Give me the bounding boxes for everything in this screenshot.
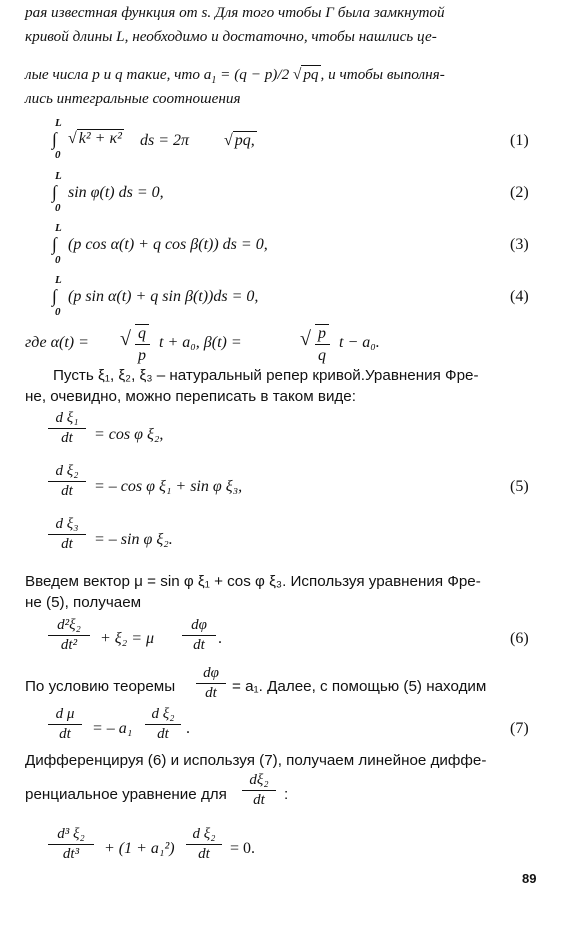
intro-line-1: рая известная функция от s. Для того чтобы Γ была замкнутой — [25, 4, 445, 21]
eq8-fraction-left: d³ ξ₂ dt³ — [48, 826, 94, 863]
eq6-middle: + ξ₂ = μ — [100, 630, 155, 647]
eq8-end: = 0. — [230, 840, 256, 857]
para-4-line-1: Дифференцируя (6) и используя (7), получаем линейное диффе- — [25, 752, 487, 769]
equation-number-4: (4) — [510, 288, 529, 305]
intro-line-2: кривой длины L, необходимо и достаточно, чтобы нашлись це- — [25, 28, 437, 45]
equation-number-6: (6) — [510, 630, 529, 647]
equation-number-7: (7) — [510, 720, 529, 737]
alpha-beta-definition: где α(t) = √ q p t + a₀, β(t) = √ p q t − a₀. — [25, 325, 380, 364]
frenet-3-fraction: d ξ₃ dt — [48, 516, 86, 553]
equation-number-3: (3) — [510, 236, 529, 253]
equation-number-5: (5) — [510, 478, 529, 495]
frenet-1-fraction: d ξ₁ dt — [48, 410, 86, 447]
eq8-fraction-right: d ξ₂ dt — [186, 826, 222, 863]
eq7-end: . — [186, 720, 190, 737]
intro-line-3: лые числа p и q такие, что $a_1 = (q - p)/2$ √ pq , и чтобы выполня- — [25, 66, 445, 87]
eq6-fraction-right: dφ dt — [182, 617, 216, 654]
equation-1: L ∫ 0 √ k² + κ² ds = 2π √ pq, (1) — [52, 117, 529, 161]
para-4-line-2: ренциальное уравнение для — [25, 786, 227, 803]
para-1-line-1: Пусть ξ₁, ξ₂, ξ₃ – натуральный репер кривой.Уравнения Фре- — [53, 367, 479, 384]
eq6-end: . — [218, 630, 222, 647]
para-4-fraction: dξ₂ dt — [242, 772, 276, 809]
eq6-fraction-left: d²ξ₂ dt² — [48, 617, 90, 654]
intro-line-4: лись интегральные соотношения — [25, 90, 241, 107]
frenet-2-fraction: d ξ₂ dt — [48, 463, 86, 500]
frenet-3-rhs: = – sin φ ξ₂. — [94, 531, 173, 548]
frenet-1-rhs: = cos φ ξ₂, — [94, 426, 164, 443]
frenet-2-rhs: = – cos φ ξ₁ + sin φ ξ₃, — [94, 478, 243, 495]
eq7-fraction-right: d ξ₂ dt — [145, 706, 181, 743]
para-2-line-1: Введем вектор μ = sin φ ξ₁ + cos φ ξ₃. Используя уравнения Фре- — [25, 573, 481, 590]
eq7-fraction-left: d μ dt — [48, 706, 82, 743]
para-4-colon: : — [284, 786, 289, 803]
equation-2: L ∫ 0 sin φ(t) ds = 0, (2) — [52, 170, 529, 214]
equation-number-1: (1) — [510, 132, 529, 149]
para-3-lead: По условию теоремы — [25, 678, 176, 695]
para-2-line-2: не (5), получаем — [25, 594, 142, 611]
para-3-tail: = a₁. Далее, с помощью (5) находим — [232, 678, 487, 695]
eq8-middle: + (1 + a₁²) — [104, 840, 175, 857]
equation-number-2: (2) — [510, 184, 529, 201]
equation-4: L ∫ 0 (p sin α(t) + q sin β(t))ds = 0, (4) — [52, 274, 529, 318]
para-3-fraction: dφ dt — [196, 665, 226, 702]
para-1-line-2: не, очевидно, можно переписать в таком виде: — [25, 388, 356, 405]
equation-3: L ∫ 0 (p cos α(t) + q cos β(t)) ds = 0, (3) — [52, 222, 529, 266]
eq7-middle: = – a₁ — [92, 720, 133, 737]
page-number: 89 — [522, 871, 537, 886]
